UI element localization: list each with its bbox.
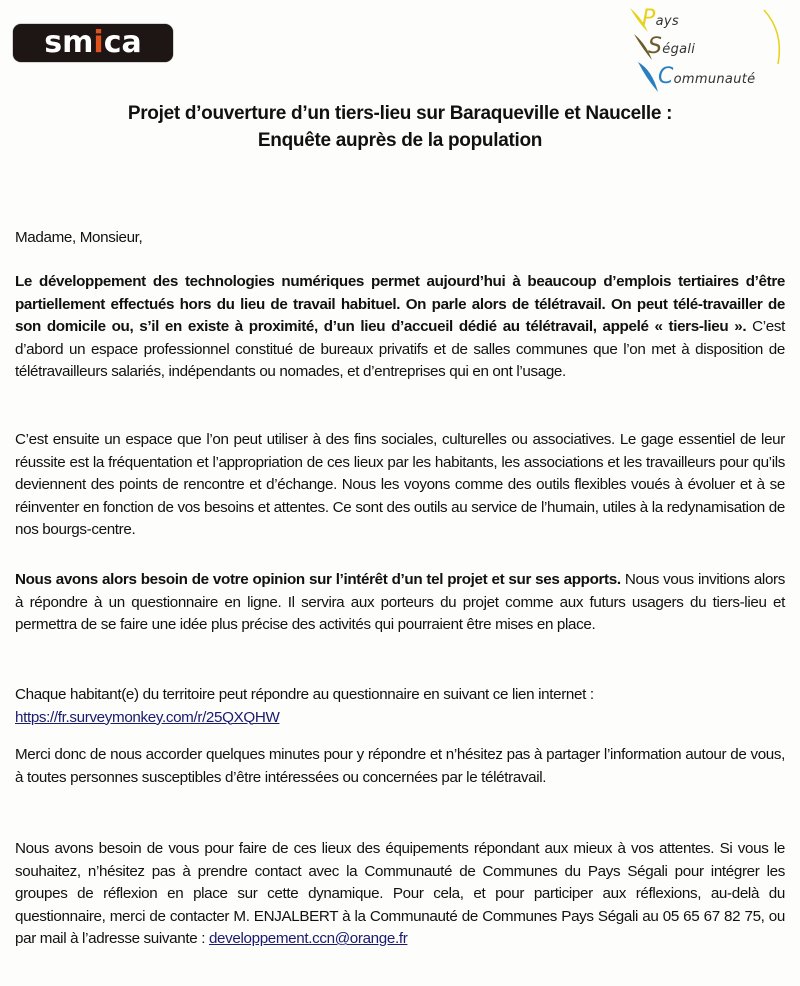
- survey-link[interactable]: https://fr.surveymonkey.com/r/25QXQHW: [15, 708, 280, 726]
- paragraph-opinion: [15, 569, 785, 637]
- paragraph-contact: [15, 838, 785, 951]
- title-line-1: Projet d’ouverture d’un tiers-lieu sur Baraqueville et Naucelle :: [127, 103, 673, 124]
- page-title: [0, 100, 800, 154]
- contact-text: Nous avons besoin de vous pour faire de ces lieux des équipements répondant aux mieux à vos attentes. Si vous le souhaitez, n’hésitez pas à prendre contact avec la Communauté de Communes du Pays Ségali pour intégrer les groupes de réflexion en place sur cette dynamique. Pour cela, et pour participer aux réflexions, au-delà du questionnaire, merci de contacter M. ENJALBERT à la Communauté de Communes Pays Ségali au 05 65 67 82 75, ou par mail à l’adresse suivante :: [15, 840, 785, 947]
- survey-intro: Chaque habitant(e) du territoire peut répondre au questionnaire en suivant ce lien internet :: [15, 686, 594, 703]
- paragraph-thanks: Merci donc de nous accorder quelques minutes pour y répondre et n’hésitez pas à partager l’information autour de vous, à toutes personnes susceptibles d’être intéressées ou concernées par le télétravail.: [15, 746, 785, 786]
- paragraph-intro-bold: Le développement des technologies numériques permet aujourd’hui à beaucoup d’emplois tertiaires d’être partiellement effectués hors du lieu de travail habituel. On parle alors de télétravail. On peut télé-travailler de son domicile ou, s’il en existe à proximité, d’un lieu d’accueil dédié au télétravail, appelé « tiers-lieu ».: [15, 273, 785, 335]
- paragraph-survey: [15, 684, 785, 729]
- pays-segali-logo: [628, 4, 800, 96]
- logo-line-segali: Ségali: [648, 34, 696, 59]
- logo-line-communaute: Communauté: [658, 64, 756, 89]
- title-line-2: Enquête auprès de la population: [257, 130, 543, 151]
- smica-logo: [13, 24, 173, 62]
- email-link[interactable]: developpement.ccn@orange.fr: [208, 930, 408, 947]
- logo-line-pays: Pays: [642, 6, 679, 31]
- paragraph-intro-rest: C’est d’abord un espace professionnel constitué de bureaux privatifs et de salles communes que l’on met à disposition de télétravailleurs salariés, indépendants ou nomades, et d’entreprises qui en ont l’usage.: [15, 318, 785, 380]
- paragraph-opinion-rest: Nous vous invitions alors à répondre à un questionnaire en ligne. Il servira aux porteurs du projet comme aux futurs usagers du tiers-lieu et permettra de se faire une idée plus précise des activités qui pourraient être mises en place.: [15, 571, 785, 633]
- paragraph-opinion-bold: Nous avons alors besoin de votre opinion sur l’intérêt d’un tel projet et sur ses apports.: [15, 571, 621, 588]
- salutation: Madame, Monsieur,: [15, 229, 143, 246]
- paragraph-intro: [15, 271, 785, 384]
- smica-logo-text: smica: [44, 25, 142, 60]
- paragraph-usage: C’est ensuite un espace que l’on peut utiliser à des fins sociales, culturelles ou associatives. Le gage essentiel de leur réussite est la fréquentation et l’appropriation de ces lieux par les habitants, les associations et les travailleurs pour qu’ils deviennent des points de rencontre et d’échange. Nous les voyons comme des outils flexibles voués à évoluer et à se réinventer en fonction de vos besoins et attentes. Ce sont des outils au service de l’humain, utiles à la redynamisation de nos bourgs-centre.: [15, 431, 785, 538]
